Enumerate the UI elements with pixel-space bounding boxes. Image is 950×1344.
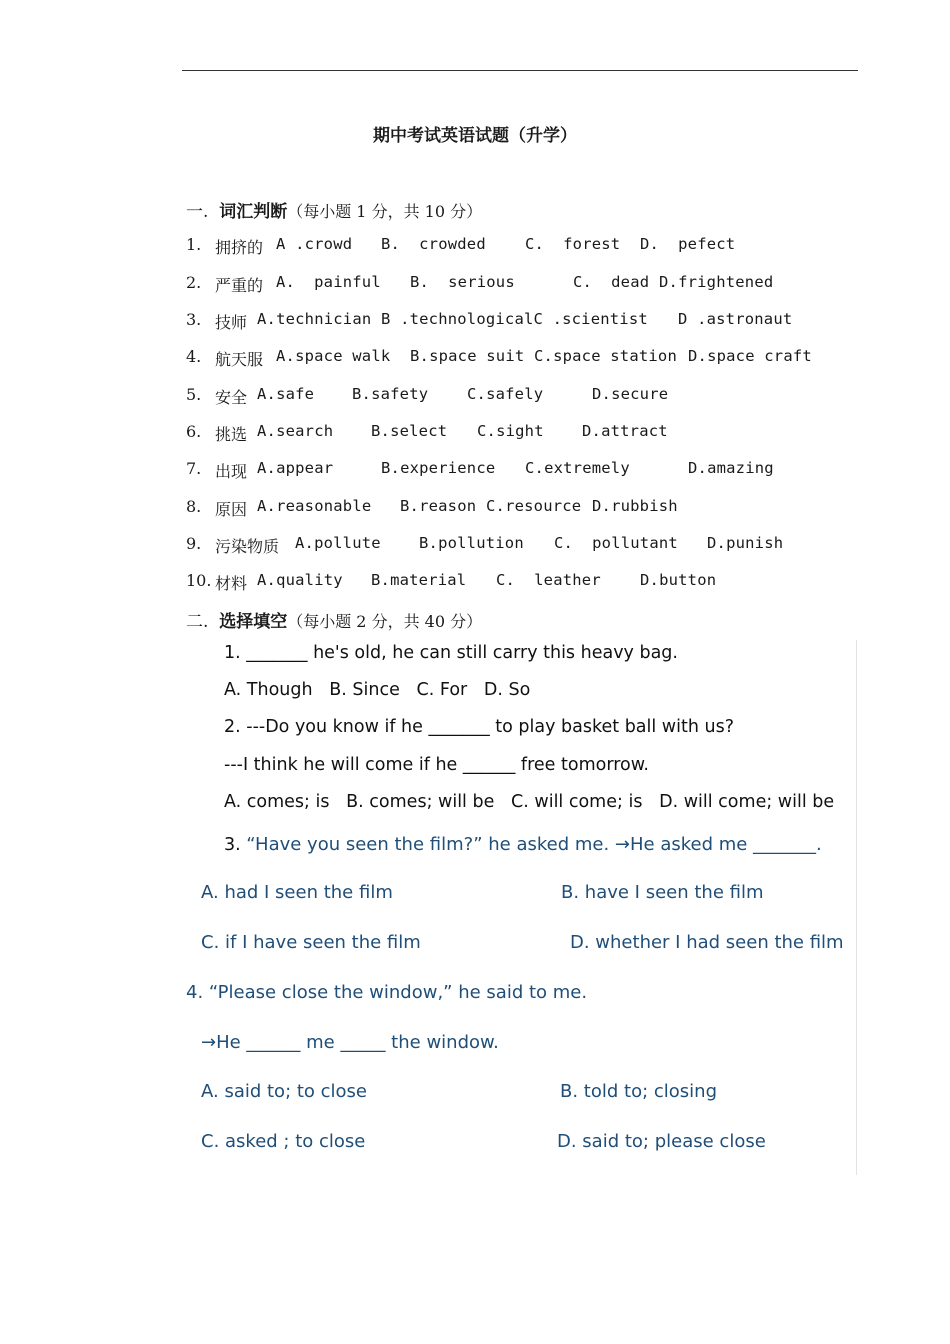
item-number: 1. bbox=[186, 235, 202, 254]
item-number: 3. bbox=[186, 310, 202, 329]
item-chinese: 安全 bbox=[215, 388, 248, 407]
question-4-option-a: A. said to; to close bbox=[201, 1081, 368, 1102]
option-a: A. painful bbox=[276, 273, 381, 291]
item-chinese: 技师 bbox=[215, 313, 248, 332]
item-chinese: 挑选 bbox=[215, 425, 248, 444]
item-chinese: 严重的 bbox=[215, 276, 264, 295]
question-4-option-c: C. asked ; to close bbox=[201, 1131, 366, 1152]
option-c: C.safely bbox=[467, 385, 544, 403]
option-d: D.rubbish bbox=[592, 497, 678, 515]
question-3-text: “Have you seen the film?” he asked me. →He asked me _______. bbox=[246, 834, 822, 855]
option-d: D.space craft bbox=[688, 347, 812, 365]
option-c: C. forest bbox=[525, 235, 621, 253]
option-b: B.reason bbox=[400, 497, 477, 515]
item-number: 8. bbox=[186, 497, 202, 516]
section-1-note: （每小题 1 分，共 10 分） bbox=[287, 202, 483, 221]
section-1-number: 一. bbox=[186, 202, 209, 222]
question-2-stem-reply: ---I think he will come if he ______ free tomorrow. bbox=[224, 755, 649, 775]
item-chinese: 原因 bbox=[215, 500, 248, 519]
option-a: A.pollute bbox=[295, 534, 381, 552]
item-number: 9. bbox=[186, 534, 202, 553]
question-3-option-c: C. if I have seen the film bbox=[201, 932, 421, 953]
section-2-heading bbox=[186, 607, 482, 632]
option-d: D.secure bbox=[592, 385, 669, 403]
item-chinese: 材料 bbox=[215, 574, 248, 593]
option-b: B. crowded bbox=[381, 235, 486, 253]
option-b: B.select bbox=[371, 422, 448, 440]
question-3-option-d: D. whether I had seen the film bbox=[570, 932, 844, 953]
option-b: B.safety bbox=[352, 385, 429, 403]
option-a: A.search bbox=[257, 422, 334, 440]
option-d: D. pefect bbox=[640, 235, 736, 253]
column-border bbox=[856, 640, 857, 1175]
question-1-stem: 1. _______ he's old, he can still carry this heavy bag. bbox=[224, 643, 678, 663]
option-c: C.space station bbox=[534, 347, 677, 365]
option-c: C.resource bbox=[486, 497, 582, 515]
item-number: 2. bbox=[186, 273, 202, 292]
option-b: B.material bbox=[371, 571, 467, 589]
question-3-option-b: B. have I seen the film bbox=[561, 882, 764, 903]
question-4-stem: 4. “Please close the window,” he said to me. bbox=[186, 982, 588, 1003]
section-1-heading bbox=[186, 197, 482, 222]
section-2-note: （每小题 2 分，共 40 分） bbox=[287, 612, 483, 631]
option-d: D.punish bbox=[707, 534, 784, 552]
item-chinese: 污染物质 bbox=[215, 537, 280, 556]
option-d: D .astronaut bbox=[678, 310, 793, 328]
option-d: D.frightened bbox=[659, 273, 774, 291]
option-d: D.amazing bbox=[688, 459, 774, 477]
option-b: B. serious bbox=[410, 273, 515, 291]
option-d: D.button bbox=[640, 571, 717, 589]
item-chinese: 航天服 bbox=[215, 350, 264, 369]
option-a: A.reasonable bbox=[257, 497, 372, 515]
option-b: B.experience bbox=[381, 459, 496, 477]
option-a: A.safe bbox=[257, 385, 315, 403]
option-c: C.sight bbox=[477, 422, 544, 440]
item-number: 10. bbox=[186, 571, 212, 590]
option-a: A.appear bbox=[257, 459, 334, 477]
option-a: A.space walk bbox=[276, 347, 391, 365]
option-c: C. leather bbox=[496, 571, 601, 589]
item-chinese: 出现 bbox=[215, 462, 248, 481]
option-d: D.attract bbox=[582, 422, 668, 440]
question-3-option-a: A. had I seen the film bbox=[201, 882, 393, 903]
question-4-option-d: D. said to; please close bbox=[557, 1131, 766, 1152]
item-chinese: 拥挤的 bbox=[215, 238, 264, 257]
header-rule bbox=[182, 70, 858, 71]
question-4-option-b: B. told to; closing bbox=[560, 1081, 717, 1102]
question-4-stem-transform: →He ______ me _____ the window. bbox=[201, 1032, 499, 1053]
item-number: 5. bbox=[186, 385, 202, 404]
option-b: B.space suit bbox=[410, 347, 525, 365]
option-b: B.pollution bbox=[419, 534, 524, 552]
section-2-title: 选择填空 bbox=[219, 612, 288, 632]
option-c: C. dead bbox=[573, 273, 650, 291]
item-number: 4. bbox=[186, 347, 202, 366]
option-a: A.technician bbox=[257, 310, 372, 328]
question-3-stem bbox=[224, 834, 822, 855]
question-2-stem: 2. ---Do you know if he _______ to play basket ball with us? bbox=[224, 717, 734, 737]
item-number: 6. bbox=[186, 422, 202, 441]
option-b-c: B .technologicalC .scientist bbox=[381, 310, 648, 328]
section-1-title: 词汇判断 bbox=[219, 202, 288, 222]
section-2-number: 二. bbox=[186, 612, 209, 632]
question-3-number: 3. bbox=[224, 835, 247, 855]
question-1-options: A. Though B. Since C. For D. So bbox=[224, 680, 531, 700]
item-number: 7. bbox=[186, 459, 202, 478]
option-c: C. pollutant bbox=[554, 534, 678, 552]
option-a: A.quality bbox=[257, 571, 343, 589]
option-a: A .crowd bbox=[276, 235, 353, 253]
page-title: 期中考试英语试题（升学） bbox=[373, 126, 577, 146]
option-c: C.extremely bbox=[525, 459, 630, 477]
question-2-options: A. comes; is B. comes; will be C. will come; is D. will come; will be bbox=[224, 792, 835, 812]
